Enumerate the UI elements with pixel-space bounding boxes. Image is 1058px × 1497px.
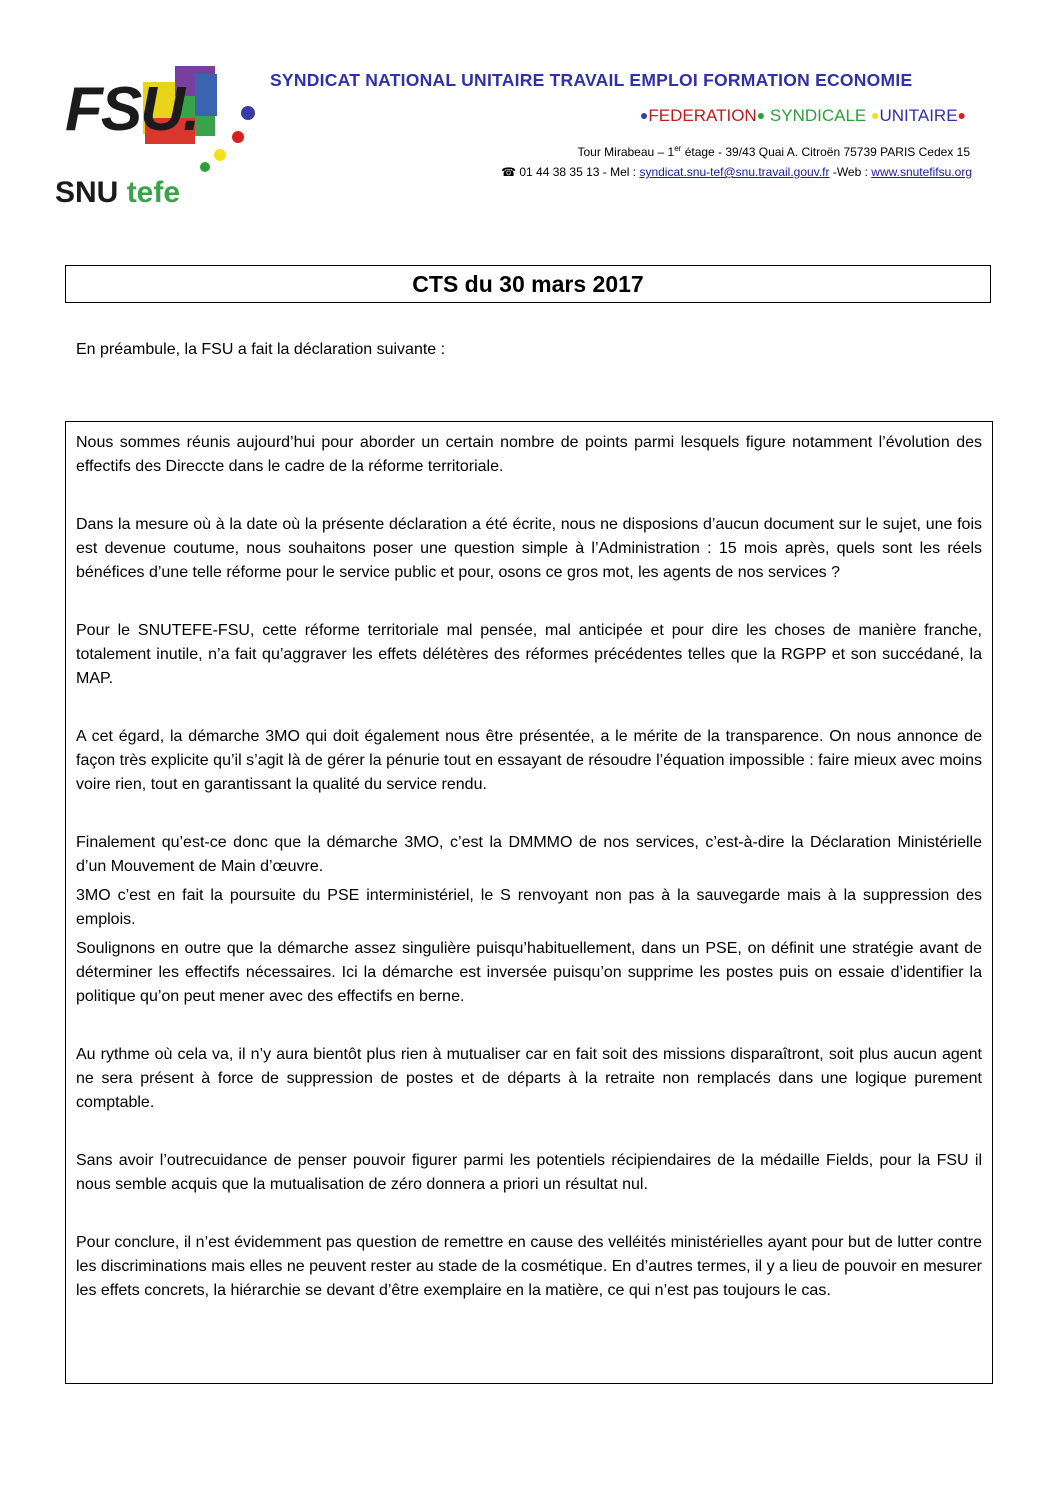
logo-snu-text: SNU (55, 176, 127, 209)
logo-dot-green (200, 162, 210, 172)
federation-line (640, 106, 966, 126)
phone-icon: ☎ (501, 165, 517, 179)
declaration-paragraph: Finalement qu’est-ce donc que la démarche 3MO, c’est la DMMMO de nos services, c’est-à-dire la Déclaration Ministérielle d’un Mouvement de Main d’œuvre. (76, 834, 982, 875)
federation-word-3: UNITAIRE (879, 106, 958, 125)
red-bullet: ● (957, 107, 966, 123)
logo-dot-yellow (214, 149, 226, 161)
declaration-paragraph: Pour le SNUTEFE-FSU, cette réforme territoriale mal pensée, mal anticipée et pour dire les choses de manière franche, totalement inutile, n’a fait qu’aggraver les effets délétères des réformes précédentes telles que la RGPP et son succédané, la MAP. (76, 622, 982, 687)
declaration-paragraph: Nous sommes réunis aujourd’hui pour aborder un certain nombre de points parmi lesquels figure notamment l’évolution des effectifs des Direccte dans le cadre de la réforme territoriale. (76, 434, 982, 475)
logo-tefe-text: tefe (126, 176, 181, 209)
declaration-paragraph: Au rythme où cela va, il n’y aura bientôt plus rien à mutualiser car en fait soit des missions disparaîtront, soit plus aucun agent ne sera présent à force de suppression de postes et de départs à la retraite non remplacés dans une logique purement comptable. (76, 1046, 982, 1111)
declaration-paragraph: 3MO c’est en fait la poursuite du PSE interministériel, le S renvoyant non pas à la sauvegarde mais à la suppression des emplois. (76, 887, 982, 928)
declaration-paragraph: Sans avoir l’outrecuidance de penser pouvoir figurer parmi les potentiels récipiendaires de la médaille Fields, pour la FSU il nous semble acquis que la mutualisation de zéro donnera a priori un résultat nul. (76, 1152, 982, 1193)
federation-word-1: FEDERATION (648, 106, 757, 125)
phone-and-mail-label: 01 44 38 35 13 - Mel : (516, 165, 640, 179)
blue-bullet: ● (639, 107, 649, 123)
yellow-bullet: ● (870, 107, 880, 123)
green-bullet: ● (756, 107, 766, 123)
logo-dot-red (232, 131, 244, 143)
postal-address: Tour Mirabeau – 1er étage - 39/43 Quai A. Citroën 75739 PARIS Cedex 15 (577, 144, 970, 159)
declaration-paragraph: Soulignons en outre que la démarche assez singulière puisqu’habituellement, dans un PSE, on définit une stratégie avant de déterminer les effectifs nécessaires. Ici la démarche est inversée puisqu’on supprime les postes puis on essaie d’identifier la politique qu’on peut mener avec des effectifs en berne. (76, 940, 982, 1005)
web-label: -Web : (829, 165, 872, 179)
fsu-snu-tefe-logo (55, 62, 260, 212)
declaration-paragraph: A cet égard, la démarche 3MO qui doit également nous être présentée, a le mérite de la transparence. On nous annonce de façon très explicite qu’il s’agit là de gérer la pénurie tout en essayant de résoudre l’équation impossible : faire mieux avec moins voire rien, tout en garantissant la qualité du service rendu. (76, 728, 982, 793)
declaration-paragraph: Dans la mesure où à la date où la présente déclaration a été écrite, nous ne disposions d’aucun document sur le sujet, une fois est devenue coutume, nous souhaitons poser une question simple à l’Administration : 15 mois après, quels sont les réels bénéfices d’une telle réforme pour le service public et pour, osons ce gros mot, les agents de nos services ? (76, 516, 982, 581)
document-title: CTS du 30 mars 2017 (412, 270, 644, 297)
declaration-paragraph: Pour conclure, il n’est évidemment pas question de remettre en cause des velléités ministérielles ayant pour but de lutter contre les discriminations mais elles ne peuvent rester au stade de la cosmétique. En d’autres termes, il y a lieu de pouvoir en mesurer les effets concrets, la hiérarchie se devant d’être exemplaire en la matière, ce qui n’est pas toujours le cas. (76, 1234, 982, 1299)
logo-dot-blue (241, 106, 255, 120)
svg-text:SNU tefe (55, 176, 180, 209)
declaration-box (65, 421, 993, 1384)
logo-fsu-text: FSU. (65, 75, 199, 144)
organisation-title: SYNDICAT NATIONAL UNITAIRE TRAVAIL EMPLOI FORMATION ECONOMIE (270, 70, 913, 90)
logo-block-blue (195, 74, 217, 116)
title-box (65, 265, 991, 303)
federation-word-2: SYNDICALE (765, 106, 871, 125)
website-link[interactable]: www.snutefifsu.org (871, 165, 972, 179)
contact-line (501, 165, 972, 179)
email-link[interactable]: syndicat.snu-tef@snu.travail.gouv.fr (639, 165, 830, 179)
intro-text: En préambule, la FSU a fait la déclaration suivante : (76, 341, 446, 358)
